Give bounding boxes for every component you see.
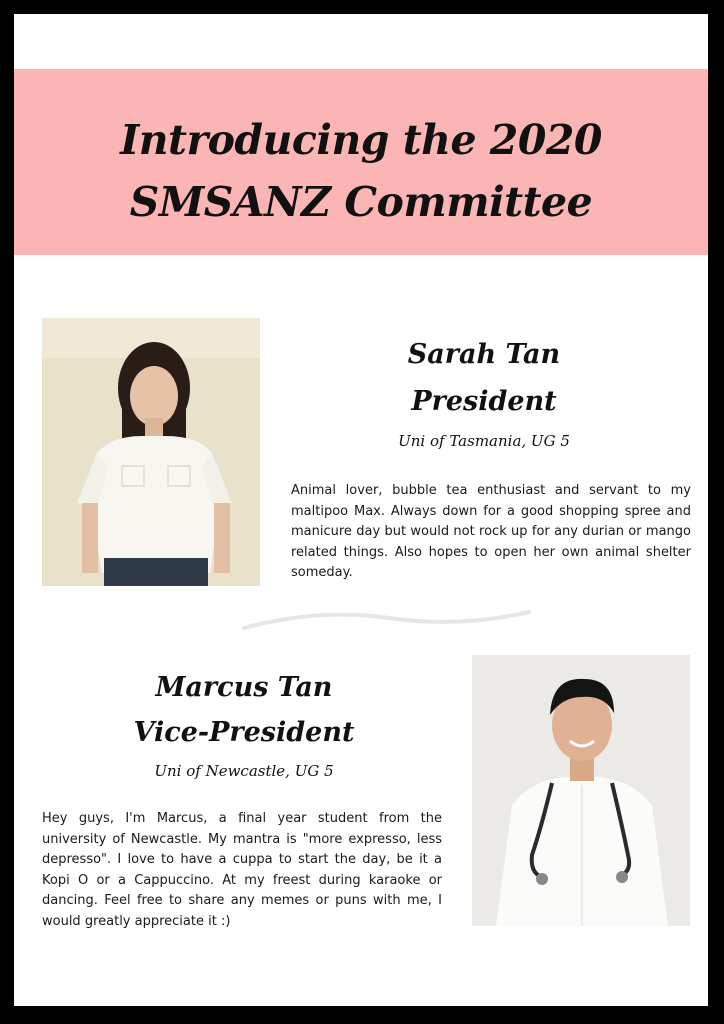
page-title: Introducing the 2020 SMSANZ Committee	[120, 116, 602, 226]
marcus-name: Marcus Tan	[155, 672, 333, 703]
marcus-role: Vice-President	[133, 717, 355, 748]
sarah-tan-photo	[42, 318, 260, 586]
marcus-university: Uni of Newcastle, UG 5	[154, 762, 334, 780]
wave-divider	[239, 606, 534, 636]
marcus-tan-photo	[472, 655, 690, 926]
poster-page	[14, 14, 708, 1006]
sarah-university: Uni of Tasmania, UG 5	[398, 432, 570, 450]
marcus-bio: Hey guys, I'm Marcus, a final year student from the university of Newcastle. My mantra is "more expresso, less depresso". I love to have a cuppa to start the day, be it a Kopi O or a Cappuccino. At my freest during karaoke or dancing. Feel free to share any memes or puns with me, I would greatly appreciate it :)	[42, 811, 442, 929]
sarah-bio: Animal lover, bubble tea enthusiast and servant to my maltipoo Max. Always down for a good shopping spree and manicure day but would not rock up for any durian or mango related things. Also hopes to open her own animal shelter someday.	[291, 483, 691, 580]
title-banner	[14, 69, 708, 255]
sarah-name: Sarah Tan	[407, 339, 561, 370]
sarah-role: President	[411, 386, 557, 417]
